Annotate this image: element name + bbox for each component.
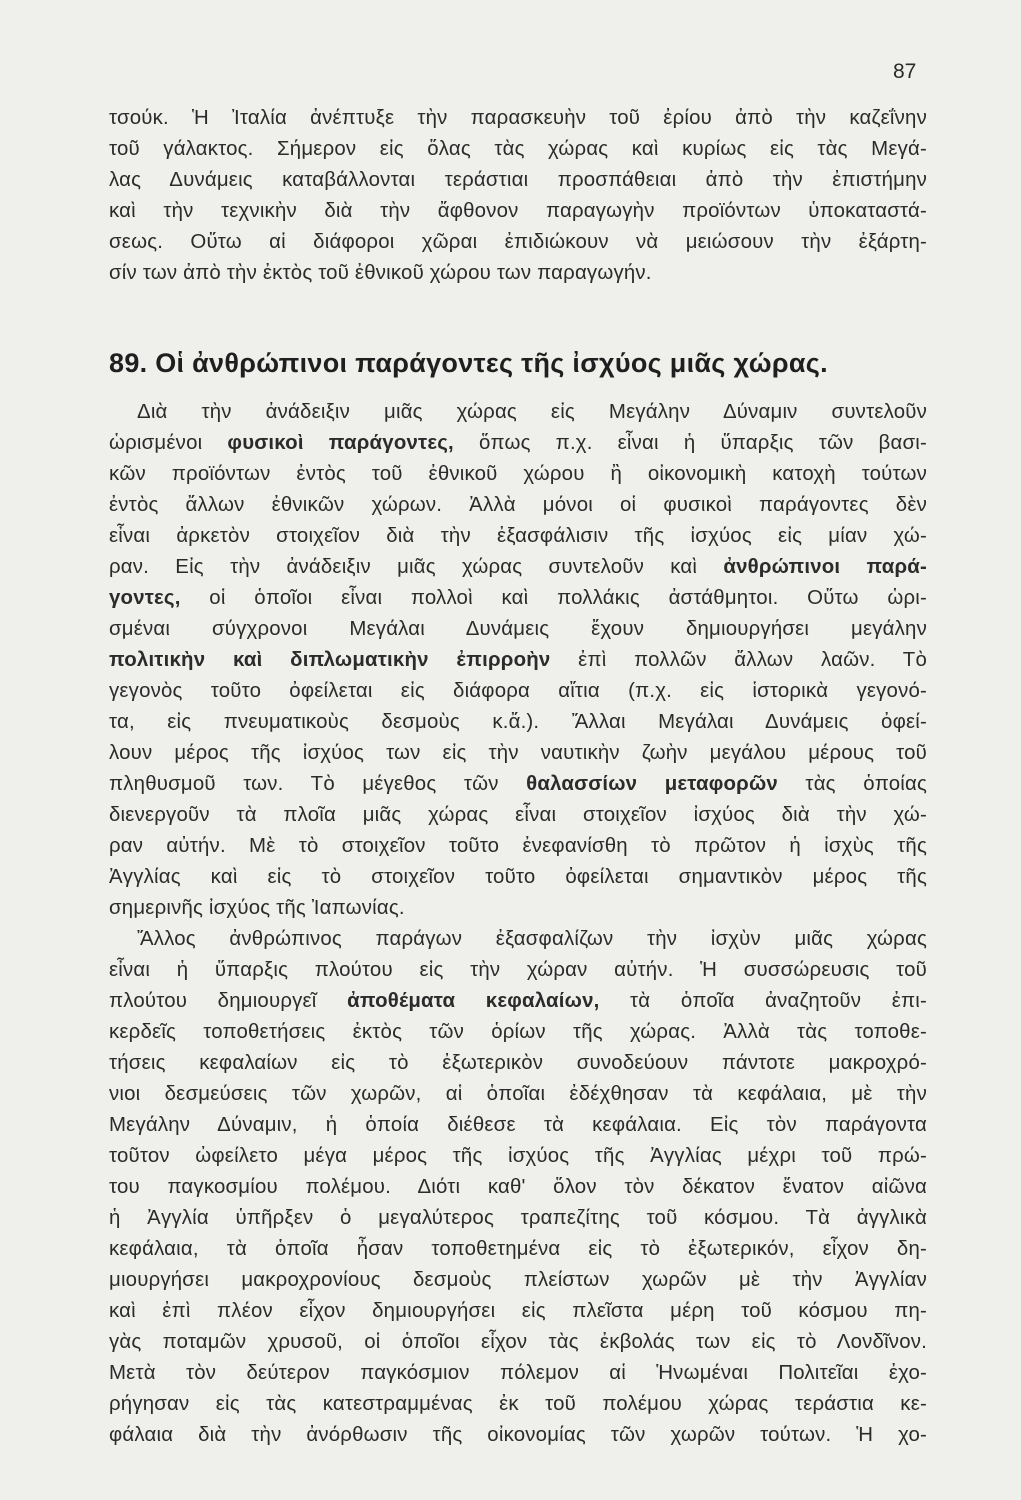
text-line: Ἄλλος ἀνθρώπινος παράγων ἐξασφαλίζων τὴν ἰσχὺν μιᾶς χώρας (137, 928, 927, 950)
text-line: τα, εἰς πνευματικοὺς δεσμοὺς κ.ἄ.). Ἄλλαι Μεγάλαι Δυνάμεις ὀφεί- (109, 711, 927, 733)
text-line (109, 986, 927, 1017)
bold-term: φυσικοὶ παράγοντες, (227, 432, 454, 454)
text-line: Διὰ τὴν ἀνάδειξιν μιᾶς χώρας εἰς Μεγάλην Δύναμιν συντελοῦν (137, 401, 927, 423)
text-line: ἐντὸς ἄλλων ἐθνικῶν χώρων. Ἀλλὰ μόνοι οἱ φυσικοὶ παράγοντες δὲν (109, 494, 927, 516)
text-run: τὰ ὁποῖα ἀναζητοῦν ἐπι- (599, 990, 927, 1012)
text-line: γὰς ποταμῶν χρυσοῦ, οἱ ὁποῖοι εἶχον τὰς ἐκβολάς των εἰς τὸ Λονδῖνον. (109, 1331, 927, 1353)
text-line: σεως. Οὕτω αἱ διάφοροι χῶραι ἐπιδιώκουν νὰ μειώσουν τὴν ἐξάρτη- (109, 231, 927, 253)
bold-term: γοντες, (109, 587, 181, 609)
text-run: ραν. Εἰς τὴν ἀνάδειξιν μιᾶς χώρας συντελοῦν καὶ (109, 556, 724, 578)
text-run: ἐπὶ πολλῶν ἄλλων λαῶν. Τὸ (550, 649, 927, 671)
text-run: πληθυσμοῦ των. Τὸ μέγεθος τῶν (109, 773, 527, 795)
text-line: κερδεῖς τοποθετήσεις ἐκτὸς τῶν ὁρίων τῆς χώρας. Ἀλλὰ τὰς τοποθε- (109, 1021, 927, 1043)
text-run: τὰς ὁποίας (777, 773, 927, 795)
text-line: τήσεις κεφαλαίων εἰς τὸ ἐξωτερικὸν συνοδεύουν πάντοτε μακροχρό- (109, 1052, 927, 1074)
text-run: οἱ ὁποῖοι εἶναι πολλοὶ καὶ πολλάκις ἀστάθμητοι. Οὕτω ὡρι- (180, 587, 927, 609)
bold-term: θαλασσίων μεταφορῶν (526, 773, 778, 795)
text-line: νιοι δεσμεύσεις τῶν χωρῶν, αἱ ὁποῖαι ἐδέχθησαν τὰ κεφάλαια, μὲ τὴν (109, 1083, 927, 1105)
bold-term: ἀποθέματα κεφαλαίων, (347, 990, 600, 1012)
text-line: τσούκ. Ἡ Ἰταλία ἀνέπτυξε τὴν παρασκευὴν τοῦ ἐρίου ἀπὸ τὴν καζεΐνην (109, 107, 927, 129)
text-line: Ἀγγλίας καὶ εἰς τὸ στοιχεῖον τοῦτο ὀφείλεται σημαντικὸν μέρος τῆς (109, 866, 927, 888)
text-line: γεγονὸς τοῦτο ὀφείλεται εἰς διάφορα αἴτια (π.χ. εἰς ἱστορικὰ γεγονό- (109, 680, 927, 702)
text-line: λας Δυνάμεις καταβάλλονται τεράστιαι προσπάθειαι ἀπὸ τὴν ἐπιστήμην (109, 169, 927, 191)
text-line: σίν των ἀπὸ τὴν ἐκτὸς τοῦ ἐθνικοῦ χώρου των παραγωγήν. (109, 262, 652, 284)
bold-term: ἀνθρώπινοι παρά- (723, 556, 927, 578)
page-number: 87 (893, 60, 917, 83)
text-line: σημερινῆς ἰσχύος τῆς Ἰαπωνίας. (109, 897, 405, 919)
text-line (109, 769, 927, 800)
text-run: πλούτου δημιουργεῖ (109, 990, 348, 1012)
body-paragraphs (109, 397, 927, 1451)
text-run: ὅπως π.χ. εἶναι ἡ ὕπαρξις τῶν βασι- (453, 432, 927, 454)
text-line: μιουργήσει μακροχρονίους δεσμοὺς πλείστων χωρῶν μὲ τὴν Ἀγγλίαν (109, 1269, 927, 1291)
text-line: Μεγάλην Δύναμιν, ἡ ὁποία διέθεσε τὰ κεφάλαια. Εἰς τὸν παράγοντα (109, 1114, 927, 1136)
text-line: καὶ τὴν τεχνικὴν διὰ τὴν ἄφθονον παραγωγὴν προϊόντων ὑποκαταστά- (109, 200, 927, 222)
text-line: φάλαια διὰ τὴν ἀνόρθωσιν τῆς οἰκονομίας τῶν χωρῶν τούτων. Ἡ χο- (109, 1424, 927, 1446)
text-line: λουν μέρος τῆς ἰσχύος των εἰς τὴν ναυτικὴν ζωὴν μεγάλου μέρους τοῦ (109, 742, 927, 764)
text-line: τοῦτον ὠφείλετο μέγα μέρος τῆς ἰσχύος τῆς Ἀγγλίας μέχρι τοῦ πρώ- (109, 1145, 927, 1167)
text-line: διενεργοῦν τὰ πλοῖα μιᾶς χώρας εἶναι στοιχεῖον ἰσχύος διὰ τὴν χώ- (109, 804, 927, 826)
text-line: καὶ ἐπὶ πλέον εἶχον δημιουργήσει εἰς πλεῖστα μέρη τοῦ κόσμου πη- (109, 1300, 927, 1322)
text-line: κῶν προϊόντων ἐντὸς τοῦ ἐθνικοῦ χώρου ἢ οἰκονομικὴ κατοχὴ τούτων (109, 463, 927, 485)
text-line: ραν αὐτήν. Μὲ τὸ στοιχεῖον τοῦτο ἐνεφανίσθη τὸ πρῶτον ἡ ἰσχὺς τῆς (109, 835, 927, 857)
section-heading: 89. Οἱ ἀνθρώπινοι παράγοντες τῆς ἰσχύος μιᾶς χώρας. (109, 348, 828, 378)
text-line (109, 552, 927, 583)
text-line: ρήγησαν εἰς τὰς κατεστραμμένας ἐκ τοῦ πολέμου χώρας τεράστια κε- (109, 1393, 927, 1415)
text-line (109, 583, 927, 614)
intro-paragraph (109, 103, 927, 289)
text-line: εἶναι ἡ ὕπαρξις πλούτου εἰς τὴν χώραν αὐτήν. Ἡ συσσώρευσις τοῦ (109, 959, 927, 981)
text-line: Μετὰ τὸν δεύτερον παγκόσμιον πόλεμον αἱ Ἡνωμέναι Πολιτεῖαι ἐχο- (109, 1362, 927, 1384)
bold-term: πολιτικὴν καὶ διπλωματικὴν ἐπιρροὴν (109, 649, 551, 671)
text-line: σμέναι σύγχρονοι Μεγάλαι Δυνάμεις ἔχουν δημιουργήσει μεγάλην (109, 618, 927, 640)
text-line: του παγκοσμίου πολέμου. Διότι καθ' ὅλον τὸν δέκατον ἔνατον αἰῶνα (109, 1176, 927, 1198)
text-line: τοῦ γάλακτος. Σήμερον εἰς ὅλας τὰς χώρας καὶ κυρίως εἰς τὰς Μεγά- (109, 138, 927, 160)
text-line (109, 428, 927, 459)
text-line (109, 645, 927, 676)
text-run: ὡρισμένοι (109, 432, 228, 454)
text-line: ἡ Ἀγγλία ὑπῆρξεν ὁ μεγαλύτερος τραπεζίτης τοῦ κόσμου. Τὰ ἀγγλικὰ (109, 1207, 927, 1229)
text-line: κεφάλαια, τὰ ὁποῖα ἦσαν τοποθετημένα εἰς τὸ ἐξωτερικόν, εἶχον δη- (109, 1238, 927, 1260)
text-line: εἶναι ἀρκετὸν στοιχεῖον διὰ τὴν ἐξασφάλισιν τῆς ἰσχύος εἰς μίαν χώ- (109, 525, 927, 547)
